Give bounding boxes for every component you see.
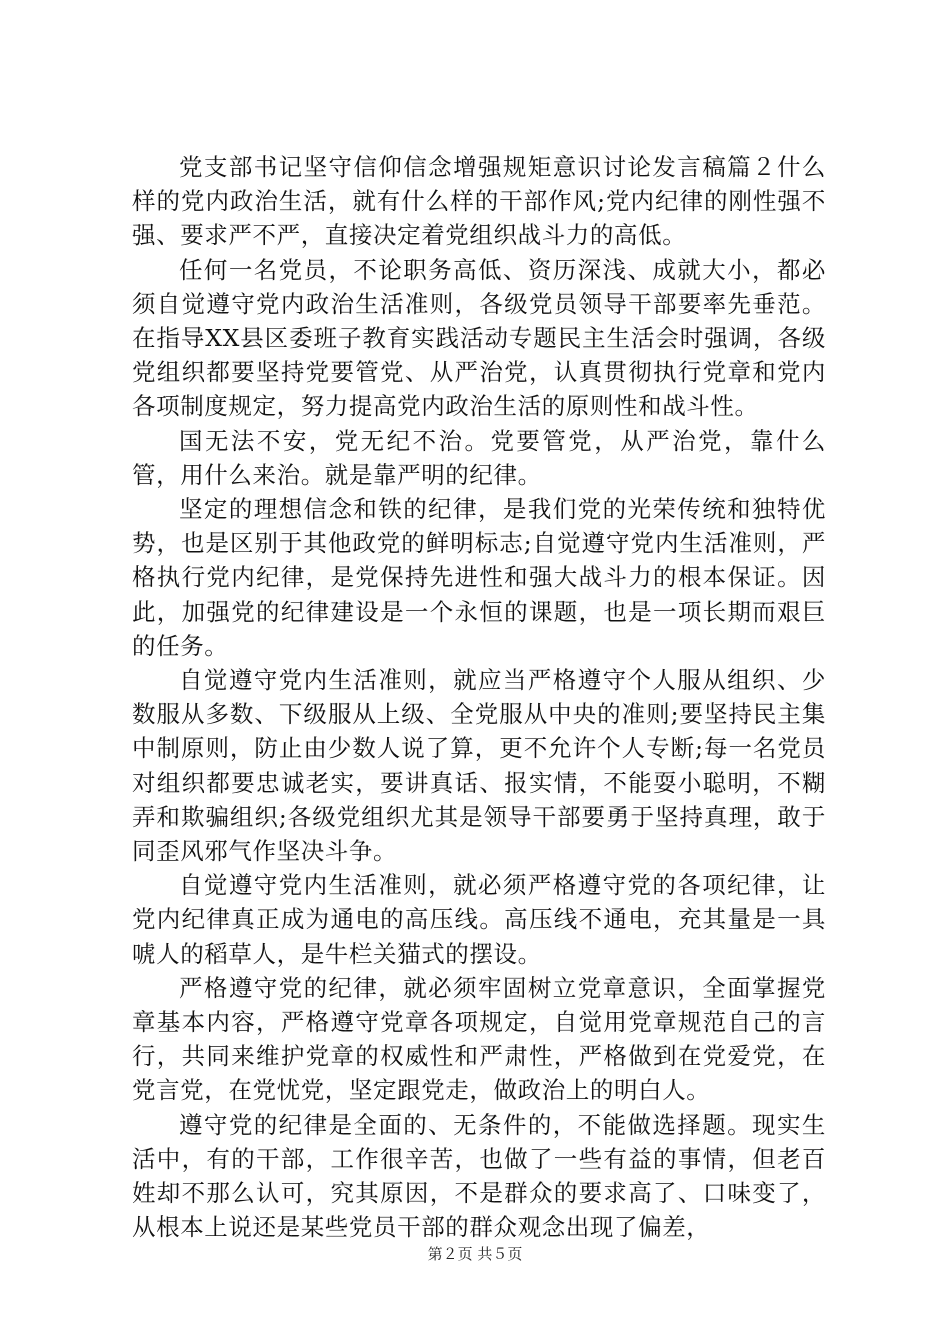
document-body	[132, 150, 826, 1245]
paragraph: 遵守党的纪律是全面的、无条件的，不能做选择题。现实生活中，有的干部，工作很辛苦，也做了一些有益的事情，但老百姓却不那么认可，究其原因，不是群众的要求高了、口味变了，从根本上说还是某些党员干部的群众观念出现了偏差，	[132, 1110, 826, 1242]
page-number-footer: 第２页 共５页	[427, 1245, 523, 1263]
paragraph: 党支部书记坚守信仰信念增强规矩意识讨论发言稿篇２什么样的党内政治生活，就有什么样的干部作风;党内纪律的刚性强不强、要求严不严，直接决定着党组织战斗力的高低。	[132, 153, 826, 250]
paragraph: 任何一名党员，不论职务高低、资历深浅、成就大小，都必须自觉遵守党内政治生活准则，各级党员领导干部要率先垂范。在指导XX县区委班子教育实践活动专题民主生活会时强调，各级党组织都要坚持党要管党、从严治党，认真贯彻执行党章和党内各项制度规定，努力提高党内政治生活的原则性和战斗性。	[132, 255, 826, 421]
paragraph: 国无法不安，党无纪不治。党要管党，从严治党，靠什么管，用什么来治。就是靠严明的纪律。	[132, 426, 826, 489]
paragraph: 自觉遵守党内生活准则，就应当严格遵守个人服从组织、少数服从多数、下级服从上级、全党服从中央的准则;要坚持民主集中制原则，防止由少数人说了算，更不允许个人专断;每一名党员对组织都要忠诚老实，要讲真话、报实情，不能耍小聪明，不糊弄和欺骗组织;各级党组织尤其是领导干部要勇于坚持真理，敢于同歪风邪气作坚决斗争。	[132, 666, 826, 866]
paragraph: 自觉遵守党内生活准则，就必须严格遵守党的各项纪律，让党内纪律真正成为通电的高压线。高压线不通电，充其量是一具唬人的稻草人，是牛栏关猫式的摆设。	[132, 871, 826, 968]
paragraph: 坚定的理想信念和铁的纪律，是我们党的光荣传统和独特优势，也是区别于其他政党的鲜明标志;自觉遵守党内生活准则，严格执行党内纪律，是党保持先进性和强大战斗力的根本保证。因此，加强党的纪律建设是一个永恒的课题，也是一项长期而艰巨的任务。	[132, 495, 826, 660]
paragraph: 严格遵守党的纪律，就必须牢固树立党章意识，全面掌握党章基本内容，严格遵守党章各项规定，自觉用党章规范自己的言行，共同来维护党章的权威性和严肃性，严格做到在党爱党，在党言党，在党忧党，坚定跟党走，做政治上的明白人。	[132, 973, 826, 1105]
